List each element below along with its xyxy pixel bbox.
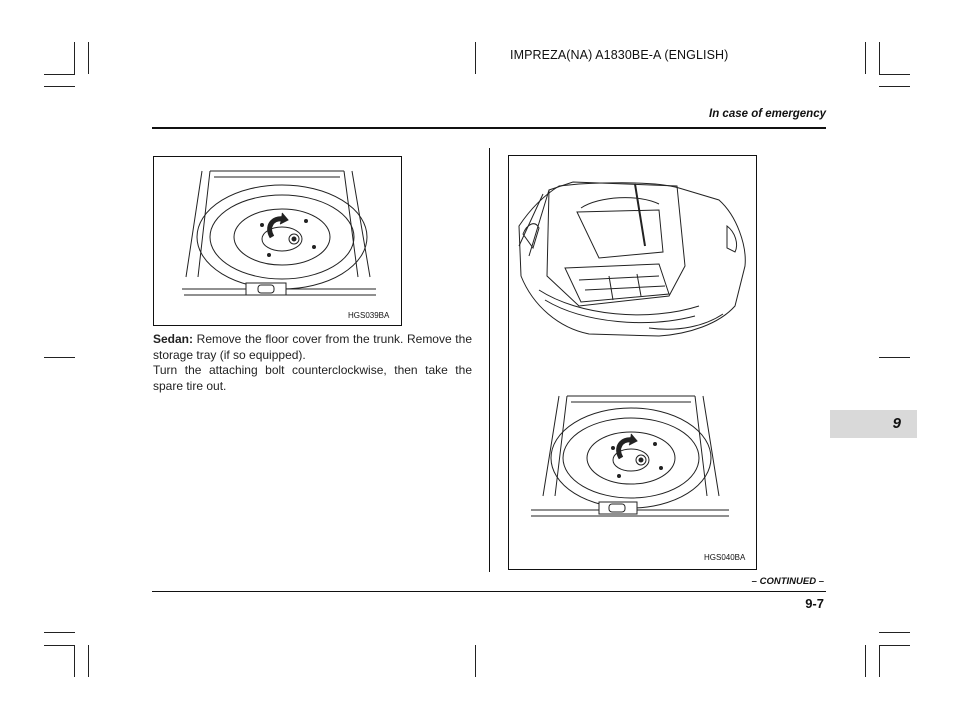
figure-code: HGS039BA (348, 311, 390, 320)
column-divider (489, 148, 490, 572)
paragraph-1-text: Remove the floor cover from the trunk. Remove the storage tray (if so equipped). (153, 332, 472, 362)
section-title: In case of emergency (709, 108, 826, 120)
crop-mark (88, 42, 89, 74)
crop-mark (475, 645, 476, 677)
figure-code: HGS040BA (704, 553, 746, 562)
crop-mark (879, 645, 910, 646)
crop-mark (879, 86, 910, 87)
sedan-trunk-illustration (154, 157, 401, 307)
figure-sedan-trunk (153, 156, 402, 326)
crop-mark (44, 632, 75, 633)
instruction-text (153, 332, 472, 394)
page-number: 9-7 (805, 596, 824, 611)
figure-wagon-cargo (508, 155, 757, 570)
crop-mark (879, 357, 910, 358)
crop-mark (88, 645, 89, 677)
sedan-label: Sedan: (153, 332, 194, 346)
wagon-cargo-illustration (509, 156, 756, 356)
crop-mark (475, 42, 476, 74)
chapter-tab (830, 410, 917, 438)
crop-mark (879, 645, 880, 677)
paragraph-2-text: Turn the attaching bolt counterclockwise, then take the spare tire out. (153, 363, 472, 393)
chapter-tab-label: 9 (892, 415, 901, 432)
footer-rule (152, 591, 826, 592)
crop-mark (44, 74, 75, 75)
crop-mark (879, 632, 910, 633)
continued-label: – CONTINUED – (751, 576, 824, 587)
crop-mark (44, 645, 75, 646)
crop-mark (879, 74, 910, 75)
crop-mark (44, 86, 75, 87)
crop-mark (865, 42, 866, 74)
instruction-paragraph (153, 332, 472, 363)
crop-mark (74, 645, 75, 677)
crop-mark (865, 645, 866, 677)
wagon-tire-illustration (519, 386, 745, 526)
crop-mark (74, 42, 75, 74)
crop-mark (44, 357, 75, 358)
document-id: IMPREZA(NA) A1830BE-A (ENGLISH) (510, 48, 729, 62)
crop-mark (879, 42, 880, 74)
header-rule (152, 127, 826, 129)
